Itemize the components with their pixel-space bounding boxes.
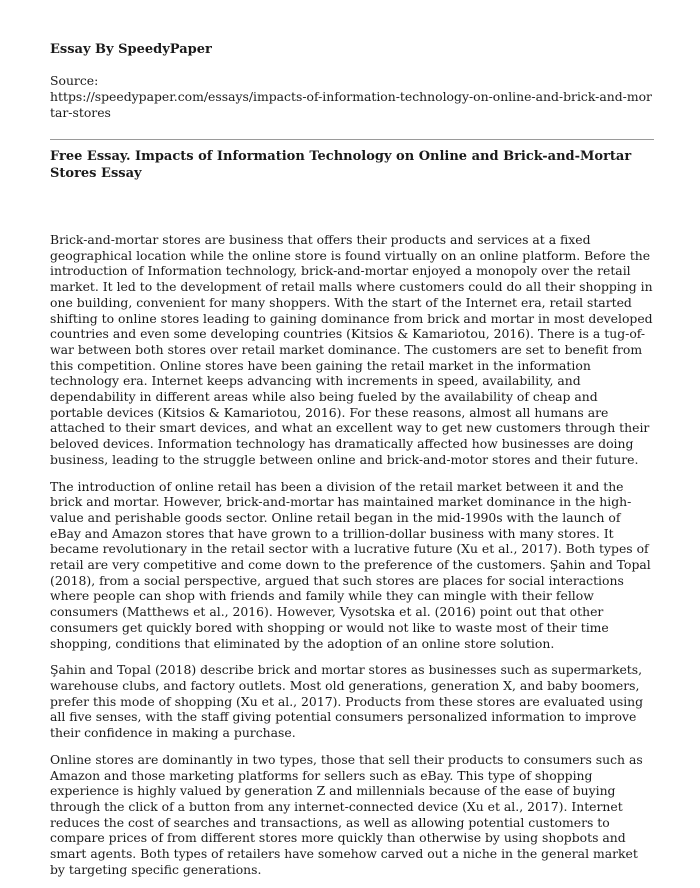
essay-paragraph-4: Online stores are dominantly in two types, those that sell their products to consumers such as Amazon and those marketing platforms for sellers such as eBay. This type of shopping experience is highly valued by generation Z and millennials because of the ease of buying through the click of a button from any internet-connected device (Xu et al., 2017). Internet reduces the cost of searches and transactions, as well as allowing potential customers to compare prices of from different stores more quickly than otherwise by using shopbots and smart agents. Both types of retailers have somehow carved out a niche in the general market by targeting specific generations. [50,751,643,877]
divider [50,139,654,140]
essay-paragraph-2: The introduction of online retail has been a division of the retail market between it and the brick and mortar. However, brick-and-mortar has maintained market dominance in the high-value and perishable goods sector. Online retail began in the mid-1990s with the launch of eBay and Amazon stores that have grown to a trillion-dollar business with many stores. It became revolutionary in the retail sector with a lucrative future (Xu et al., 2017). Both types of retail are very competitive and come down to the preference of the customers. Şahin and Topal (2018), from a social perspective, argued that such stores are places for social interactions where people can shop with friends and family while they can mingle with their fellow consumers (Matthews et al., 2016). However, Vysotska et al. (2016) point out that other consumers get quickly bored with shopping or would not like to waste most of their time shopping, conditions that eliminated by the adoption of an online store solution. [50,478,651,651]
source-label: Source: [50,73,99,88]
brand-heading: Essay By SpeedyPaper [50,42,212,57]
source-url-link[interactable]: https://speedypaper.com/essays/impacts-of-information-technology-on-online-and-brick-and-mortar-stores [50,89,652,120]
essay-title: Free Essay. Impacts of Information Technology on Online and Brick-and-Mortar Stores Essay [50,149,632,181]
essay-paragraph-3: Şahin and Topal (2018) describe brick and mortar stores as businesses such as supermarkets, warehouse clubs, and factory outlets. Most old generations, generation X, and baby boomers, prefer this mode of shopping (Xu et al., 2017). Products from these stores are evaluated using all five senses, with the staff giving potential consumers personalized information to improve their confidence in making a purchase. [50,662,644,741]
essay-paragraph-1: Brick-and-mortar stores are business that offers their products and services at a fixed geographical location while the online store is found virtually on an online platform. Before the introduction of Information technology, brick-and-mortar enjoyed a monopoly over the retail market. It led to the development of retail malls where customers could do all their shopping in one building, convenient for many shoppers. With the start of the Internet era, retail started shifting to online stores leading to gaining dominance from brick and mortar in most developed countries and even some developing countries (Kitsios & Kamariotou, 2016). There is a tug-of-war between both stores over retail market dominance. The customers are set to benefit from this competition. Online stores have been gaining the retail market in the information technology era. Internet keeps advancing with increments in speed, availability, and dependability in different areas while also being fueled by the availability of cheap and portable devices (Kitsios & Kamariotou, 2016). For these reasons, almost all humans are attached to their smart devices, and what an excellent way to get new customers through their beloved devices. Information technology has dramatically affected how businesses are doing business, leading to the struggle between online and brick-and-motor stores and their future. [50,232,653,467]
document-page [50,42,654,888]
